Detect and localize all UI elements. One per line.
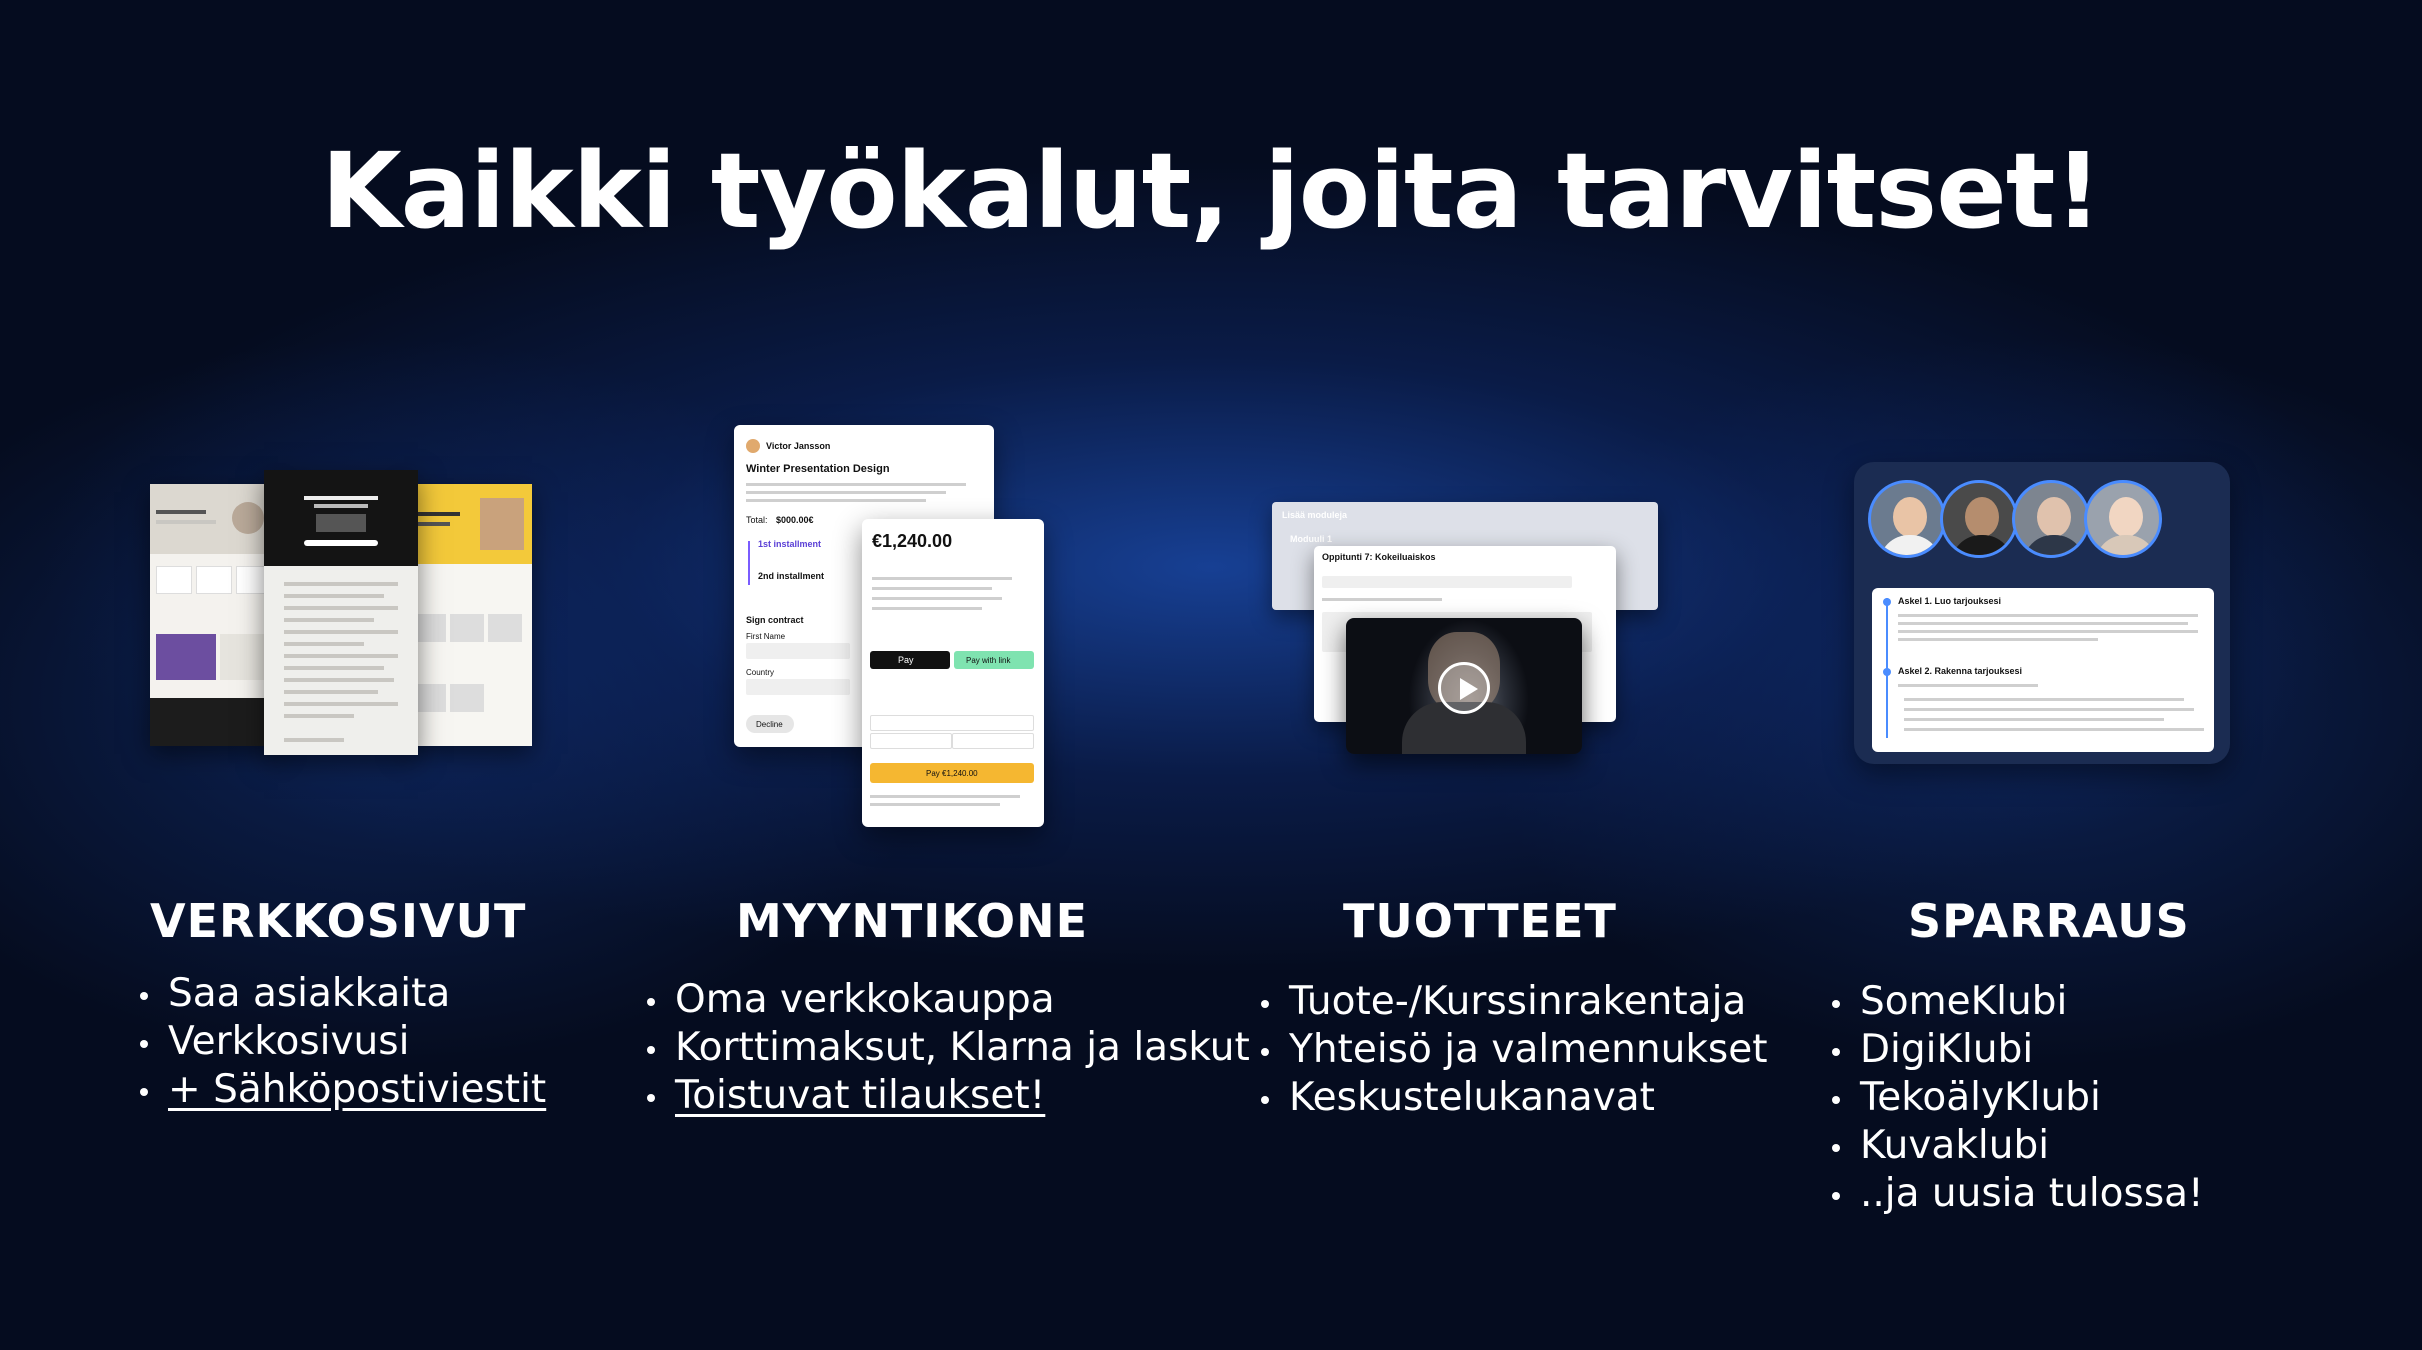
website-mockup-left xyxy=(150,484,278,746)
column-heading-products: TUOTTEET xyxy=(1343,894,1617,948)
column-heading-sales-machine: MYYNTIKONE xyxy=(736,894,1088,948)
websites-feature-list xyxy=(140,970,546,1114)
total-label: Total: xyxy=(746,515,768,525)
sales-preview-image xyxy=(734,425,1044,827)
column-heading-sparring: SPARRAUS xyxy=(1908,894,2190,948)
sign-contract-label: Sign contract xyxy=(746,615,804,625)
list-item: Kuvaklubi xyxy=(1832,1122,2204,1170)
products-feature-list xyxy=(1261,978,1768,1122)
list-item: Saa asiakkaita xyxy=(140,970,546,1018)
page-title: Kaikki työkalut, joita tarvitset! xyxy=(321,130,2101,252)
list-item: Yhteisö ja valmennukset xyxy=(1261,1026,1768,1074)
list-item: Oma verkkokauppa xyxy=(647,976,1250,1024)
amount: €1,240.00 xyxy=(872,531,953,551)
link-pay-label: Pay with link xyxy=(966,656,1011,665)
step-2-label: Askel 2. Rakenna tarjouksesi xyxy=(1898,666,2023,676)
link-pay-button[interactable] xyxy=(954,651,1034,669)
lesson-modal-title: Oppitunti 7: Kokeiluaiskos xyxy=(1322,552,1436,562)
list-item-link[interactable] xyxy=(647,1072,1250,1120)
cvc-field[interactable] xyxy=(952,733,1034,749)
sparring-preview-image xyxy=(1854,462,2230,764)
payment-card xyxy=(862,519,1044,827)
first-name-field[interactable] xyxy=(746,643,850,659)
products-preview-image xyxy=(1272,502,1658,754)
pay-button-label: Pay €1,240.00 xyxy=(926,769,978,778)
list-item: Keskustelukanavat xyxy=(1261,1074,1768,1122)
total-value: $000.00€ xyxy=(776,515,814,525)
list-item: DigiKlubi xyxy=(1832,1026,2204,1074)
coach-avatar xyxy=(1868,480,1946,558)
play-icon[interactable] xyxy=(1438,662,1490,714)
country-label: Country xyxy=(746,668,775,677)
list-item: Tuote-/Kurssinrakentaja xyxy=(1261,978,1768,1026)
column-heading-websites: VERKKOSIVUT xyxy=(150,894,527,948)
decline-label: Decline xyxy=(756,720,783,729)
offer-steps-document xyxy=(1872,588,2214,752)
apple-pay-button[interactable] xyxy=(870,651,950,669)
first-name-label: First Name xyxy=(746,632,786,641)
seller-avatar xyxy=(746,439,760,453)
decline-button[interactable] xyxy=(746,715,794,733)
website-mockup-center xyxy=(264,470,418,755)
recurring-subscriptions-link[interactable]: Toistuvat tilaukset! xyxy=(675,1073,1046,1118)
lesson-video[interactable] xyxy=(1346,618,1582,754)
expiry-field[interactable] xyxy=(870,733,952,749)
coach-avatar xyxy=(2012,480,2090,558)
list-item: Korttimaksut, Klarna ja laskut xyxy=(647,1024,1250,1072)
country-field[interactable] xyxy=(746,679,850,695)
pay-button[interactable] xyxy=(870,763,1034,783)
coach-avatar xyxy=(2084,480,2162,558)
card-number-field[interactable] xyxy=(870,715,1034,731)
module-label: Moduuli 1 xyxy=(1290,534,1332,544)
installment-2: 2nd installment xyxy=(758,571,825,581)
website-mockup-right xyxy=(404,484,532,746)
product-title: Winter Presentation Design xyxy=(746,463,890,475)
email-messages-link[interactable]: + Sähköpostiviestit xyxy=(168,1067,547,1112)
apple-pay-label: Pay xyxy=(898,655,914,665)
list-item: TekoälyKlubi xyxy=(1832,1074,2204,1122)
seller-name: Victor Jansson xyxy=(766,441,831,451)
sparring-feature-list xyxy=(1832,978,2204,1218)
installment-1: 1st installment xyxy=(758,539,822,549)
websites-preview-image xyxy=(150,470,532,755)
list-item: ..ja uusia tulossa! xyxy=(1832,1170,2204,1218)
sales-feature-list xyxy=(647,976,1250,1120)
coach-avatar xyxy=(1940,480,2018,558)
modules-panel-title: Lisää moduleja xyxy=(1282,510,1348,520)
list-item: Verkkosivusi xyxy=(140,1018,546,1066)
list-item: SomeKlubi xyxy=(1832,978,2204,1026)
step-1-label: Askel 1. Luo tarjouksesi xyxy=(1898,596,2002,606)
list-item-link[interactable] xyxy=(140,1066,546,1114)
